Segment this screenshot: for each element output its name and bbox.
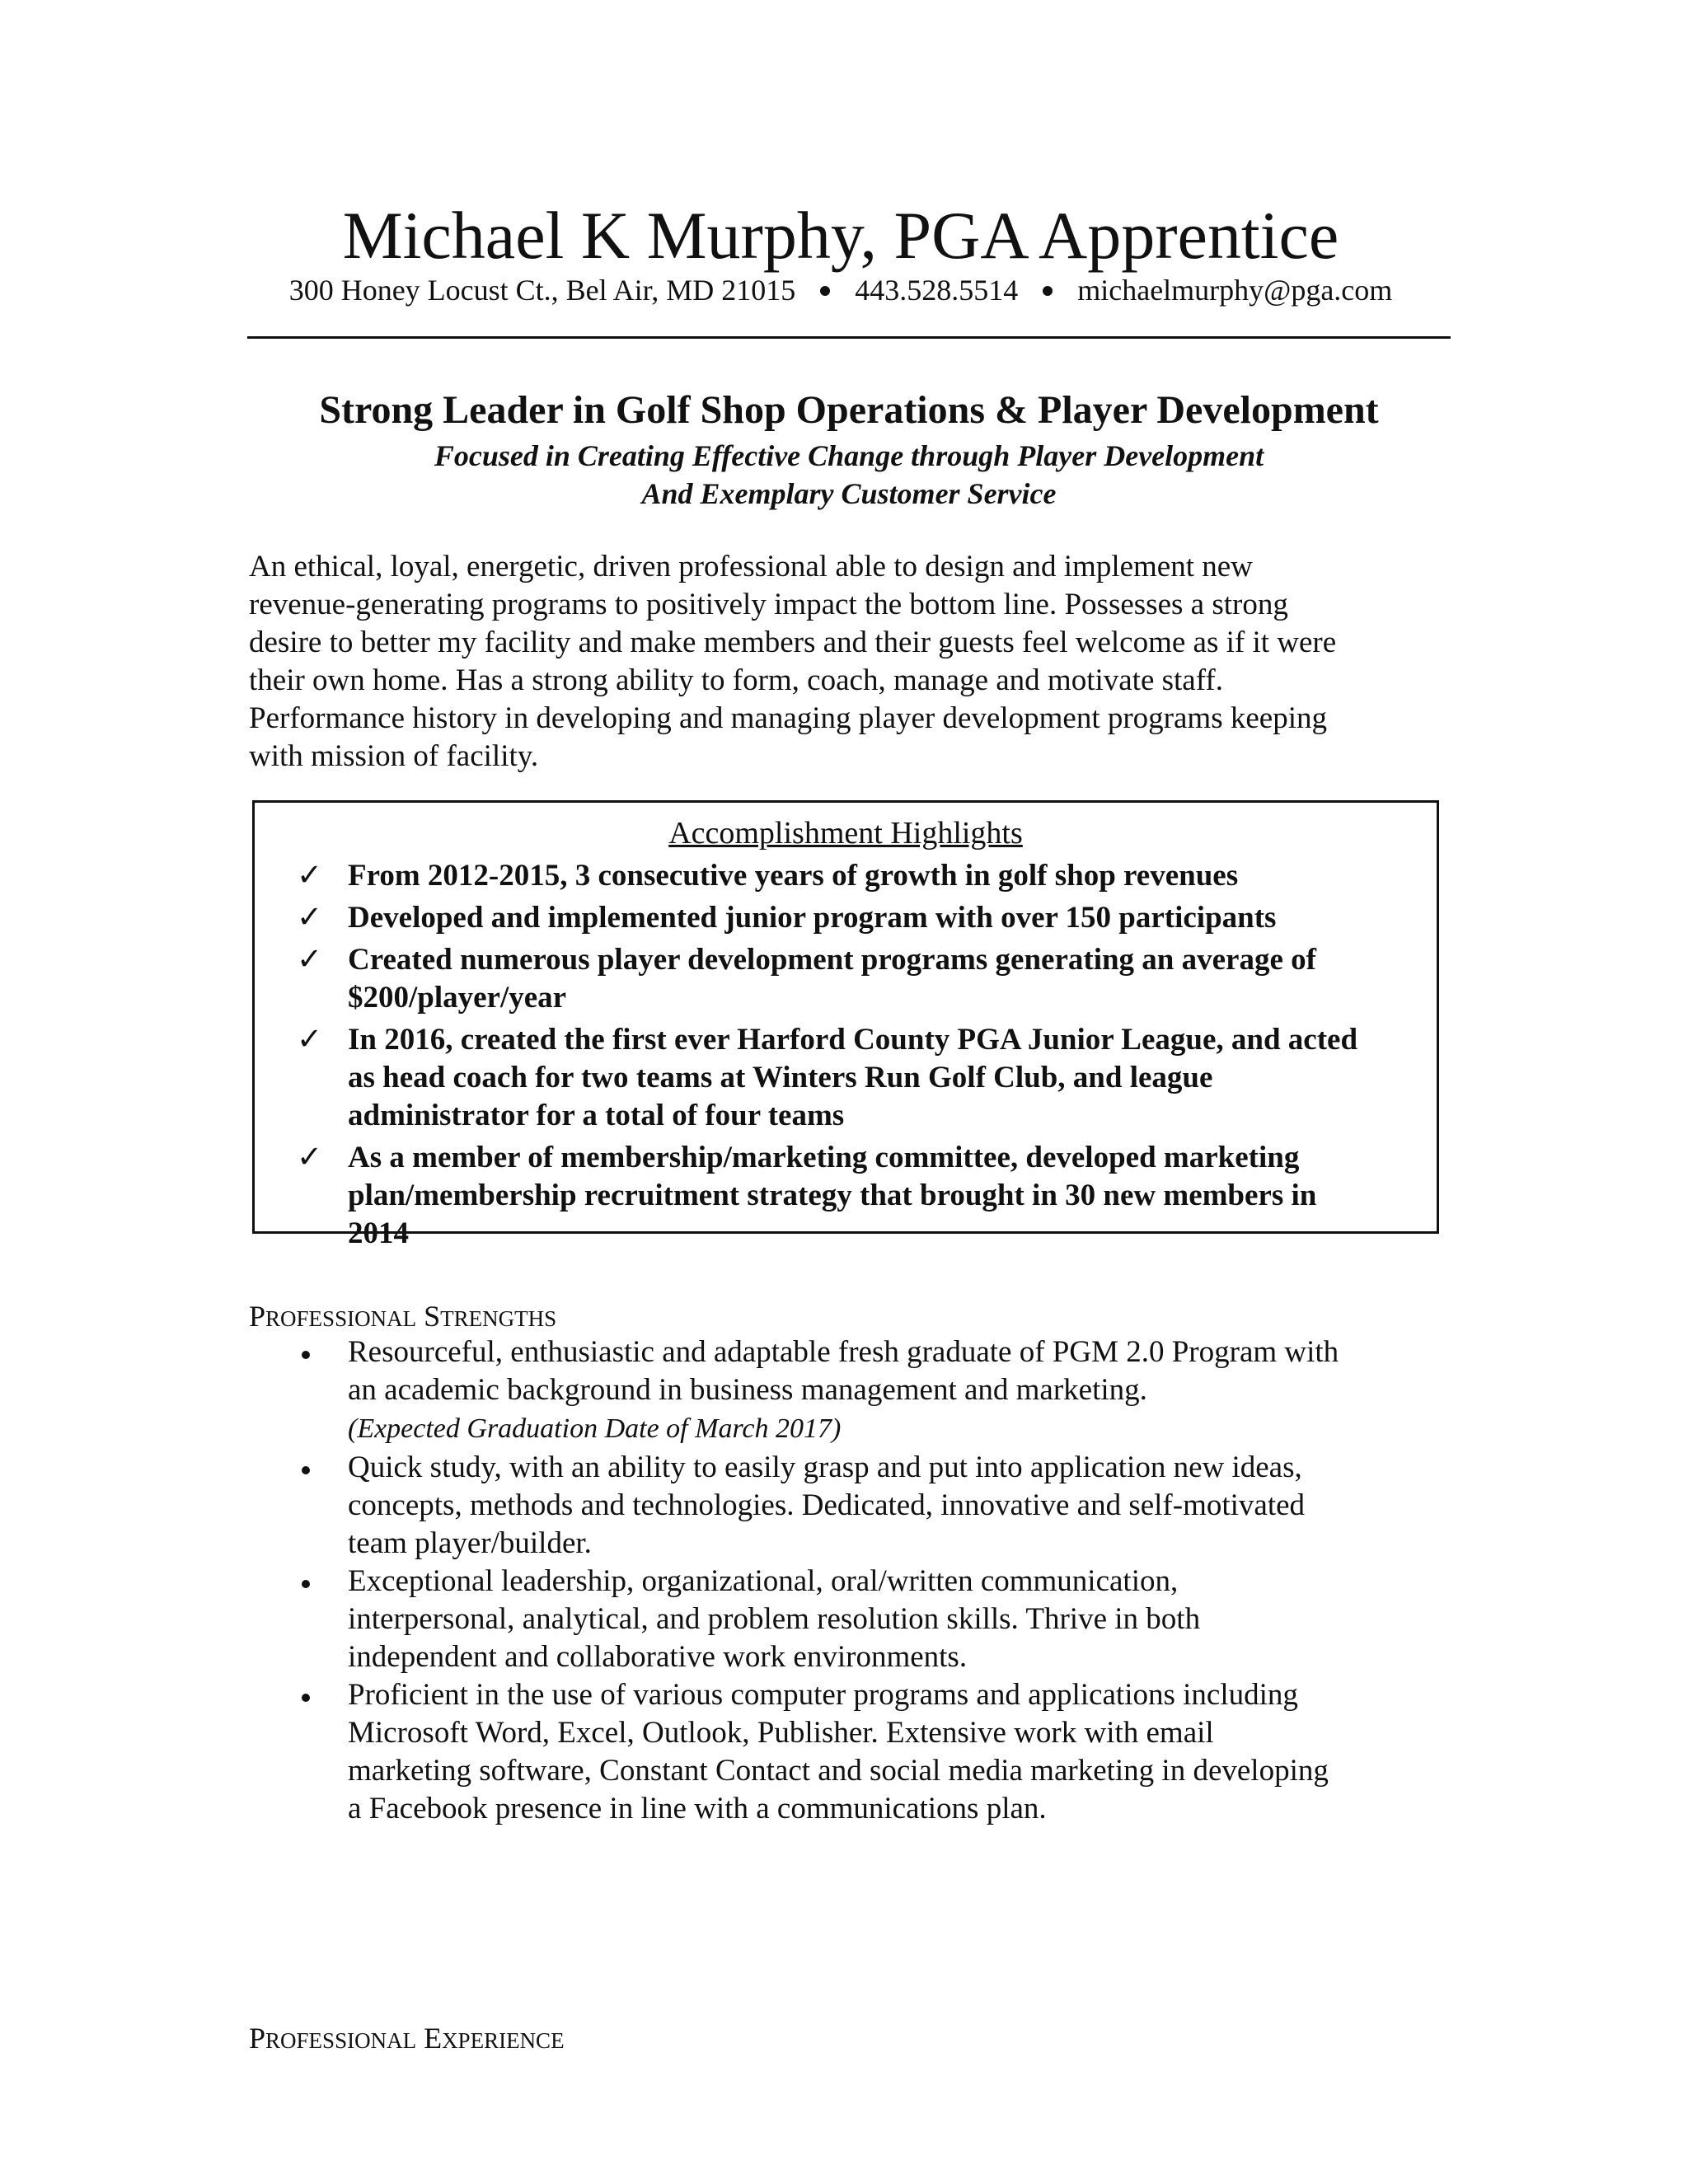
header-divider (247, 336, 1451, 339)
separator-dot-icon (1043, 286, 1053, 296)
graduation-note: (Expected Graduation Date of March 2017) (348, 1413, 842, 1444)
checkmark-icon: ✓ (297, 901, 323, 935)
strengths-list (297, 1333, 1467, 1828)
bullet-icon (302, 1466, 310, 1474)
address: 300 Honey Locust Ct., Bel Air, MD 21015 (288, 274, 796, 307)
summary-line: Performance history in developing and managing player development programs keeping (249, 701, 1327, 735)
highlight-item: ✓ In 2016, created the first ever Harford County PGA Junior League, and acted as head coach for two teams at Winters Run Golf Club, and league administrator for a total of four teams (297, 1023, 1358, 1132)
separator-dot-icon (820, 286, 830, 296)
headline: Strong Leader in Golf Shop Operations & Player Development (319, 388, 1379, 432)
bullet-icon (302, 1694, 310, 1702)
summary-line: their own home. Has a strong ability to form, coach, manage and motivate staff. (249, 663, 1223, 697)
checkmark-icon: ✓ (297, 943, 323, 977)
checkmark-icon: ✓ (297, 1023, 323, 1057)
summary-line: with mission of facility. (249, 739, 539, 773)
email-link[interactable]: michaelmurphy@pga.com (1077, 274, 1393, 307)
summary-paragraph (249, 548, 1452, 776)
section-heading-strengths: PROFESSIONAL STRENGTHS (249, 1300, 557, 1333)
candidate-name: Michael K Murphy, PGA Apprentice (342, 198, 1339, 273)
tagline-line-2: And Exemplary Customer Service (641, 477, 1057, 510)
strength-item: Exceptional leadership, organizational, oral/written communication, interpersonal, analytical, and problem resolution skills. Thrive in both independent and collaborative work environments. (297, 1563, 1467, 1676)
strength-item: Proficient in the use of various computer programs and applications including Microsoft Word, Excel, Outlook, Publisher. Extensive work with email marketing software, Constant Contact and social media marketing in developing a Facebook presence in line with a communications plan. (297, 1676, 1467, 1828)
highlight-item: ✓ Created numerous player development programs generating an average of $200/player/year (297, 943, 1316, 1015)
section-heading-experience: PROFESSIONAL EXPERIENCE (249, 2022, 565, 2055)
strength-item: Quick study, with an ability to easily grasp and put into application new ideas, concepts, methods and technologies. Dedicated, innovative and self-motivated team player/builder. (297, 1449, 1467, 1563)
tagline-line-1: Focused in Creating Effective Change through Player Development (434, 439, 1264, 472)
highlights-list (297, 857, 1451, 1257)
phone: 443.528.5514 (855, 274, 1019, 307)
checkmark-icon: ✓ (297, 859, 323, 893)
bullet-icon (302, 1580, 310, 1588)
strength-item: Resourceful, enthusiastic and adaptable fresh graduate of PGM 2.0 Program with an academic background in business management and marketing. (Expected Graduation Date of March 2017) (297, 1333, 1467, 1449)
contact-line (247, 272, 1434, 308)
summary-line: An ethical, loyal, energetic, driven professional able to design and implement new (249, 550, 1253, 583)
highlights-title: Accomplishment Highlights (668, 816, 1023, 851)
highlight-item: ✓ As a member of membership/marketing committee, developed marketing plan/membership recruitment strategy that brought in 30 new members in 2014 (297, 1141, 1317, 1250)
summary-line: desire to better my facility and make members and their guests feel welcome as if it were (249, 626, 1337, 659)
summary-line: revenue-generating programs to positively impact the bottom line. Possesses a strong (249, 588, 1288, 621)
highlight-item: ✓ Developed and implemented junior program with over 150 participants (297, 899, 1451, 937)
checkmark-icon: ✓ (297, 1141, 323, 1174)
highlight-item: ✓ From 2012-2015, 3 consecutive years of growth in golf shop revenues (297, 857, 1451, 895)
bullet-icon (302, 1351, 310, 1359)
